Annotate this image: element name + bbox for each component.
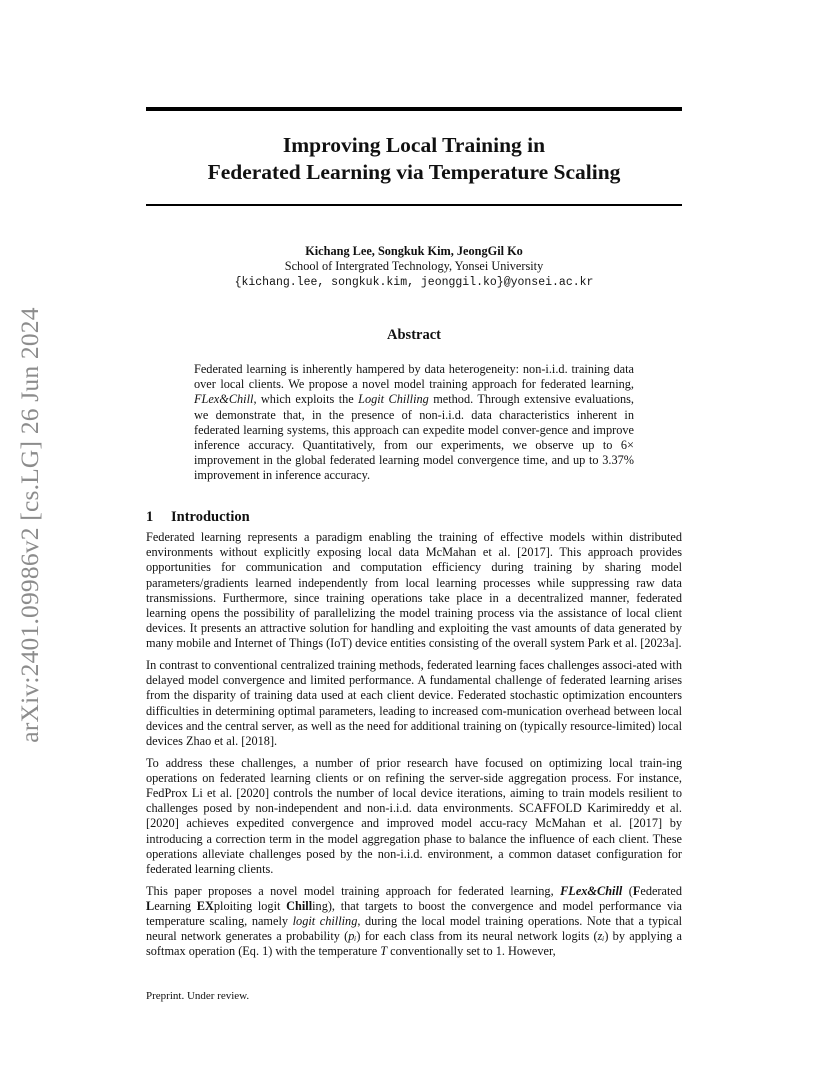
author-affiliation: School of Intergrated Technology, Yonsei University xyxy=(284,259,544,274)
title-rule-bottom xyxy=(146,204,682,206)
p4-text-d: earning xyxy=(154,898,197,913)
p4-acronym-ex: EX xyxy=(196,898,214,913)
abstract-heading: Abstract xyxy=(387,327,441,343)
abstract-logit-chilling: Logit Chilling xyxy=(358,392,429,407)
author-block xyxy=(146,244,682,290)
p4-acronym-chill: Chill xyxy=(286,898,313,913)
author-names: Kichang Lee, Songkuk Kim, JeongGil Ko xyxy=(305,244,523,258)
p4-text-c: ederated xyxy=(640,883,682,898)
p4-text-i: ) for each class from its neural network logits ( xyxy=(356,929,598,944)
p4-text-b: ( xyxy=(622,883,633,898)
arxiv-identifier-stamp xyxy=(10,290,50,760)
title-rule-top xyxy=(146,107,682,111)
p4-acronym-f: F xyxy=(632,883,641,898)
intro-paragraph-2: In contrast to conventional centralized training methods, federated learning faces challenges associ-ated with delayed model convergence and limited performance. A fundamental challenge of federated learning arises from the disparity of training data used at each client device. Federated stochastic optimization encounters difficulties in determining optimal parameters, leading to increased com-munication overhead between local devices and the central server, as well as the need for additional training on (typically resource-limited) local devices Zhao et al. [2018]. xyxy=(146,658,682,749)
p4-text-k: conventionally set to 1. However, xyxy=(387,944,556,959)
p4-logit-chilling: logit chilling xyxy=(292,914,358,929)
p4-text-a: This paper proposes a novel model training approach for federated learning, xyxy=(146,883,561,898)
intro-paragraph-4 xyxy=(146,884,682,960)
abstract-body xyxy=(194,362,634,484)
abstract-text-3: method. Through extensive evaluations, we demonstrate that, in the presence of non-i.i.d. data characteristics inherent in federated learning systems, this approach can expedite model conver-gence and improve inference accuracy. Quantitatively, from our experiments, we observe up to 6× improvement in the global federated learning model convergence time, and up to 3.37% improvement in inference accuracy. xyxy=(194,392,635,483)
abstract-text-1: Federated learning is inherently hampered by data heterogeneity: non-i.i.d. training data over local clients. We propose a novel model training approach for federated learning, xyxy=(194,362,634,392)
abstract-method-name: FLex&Chill xyxy=(194,392,254,407)
p4-text-j: ) by applying a softmax operation (Eq. 1) with the temperature xyxy=(146,929,682,959)
introduction-body xyxy=(146,530,682,966)
p4-text-g: ing), that targets to boost the convergence and model performance via temperature scaling, namely xyxy=(146,898,682,929)
p4-acronym-l: L xyxy=(146,898,155,913)
intro-paragraph-1: Federated learning represents a paradigm enabling the training of effective models within distributed environments without explicitly exposing local data McMahan et al. [2017]. This approach provides opportunities for communication and computation efficiency during training by sharing model parameters/gradients learned independently from local learning processes while suppressing raw data transmissions. Furthermore, since training operations take place in a decentralized manner, federated learning opens the possibility of parallelizing the model training process via the assistance of local client devices. It presents an attractive solution for handling and exploiting the vast amounts of data generated by many mobile and Internet of Things (IoT) device entities consisting of the overall system Park et al. [2023a]. xyxy=(146,530,682,651)
section-number: 1 xyxy=(146,509,154,525)
section-heading-introduction xyxy=(146,509,250,526)
p4-text-h: , during the local model training operations. Note that a typical neural network generates a probability ( xyxy=(146,914,682,944)
p4-text-e: ploiting logit xyxy=(213,898,287,913)
abstract-text-2: , which exploits the xyxy=(253,392,359,407)
title-line-1: Improving Local Training in xyxy=(282,133,546,157)
author-email: {kichang.lee, songkuk.kim, jeonggil.ko}@yonsei.ac.kr xyxy=(234,275,594,289)
paper-title xyxy=(146,132,682,186)
p4-math-t: T xyxy=(380,944,388,959)
p4-method-name: FLex&Chill xyxy=(560,883,623,898)
footer-note: Preprint. Under review. xyxy=(146,990,250,1002)
arxiv-stamp-text: arXiv:2401.09986v2 [cs.LG] 26 Jun 2024 xyxy=(15,307,44,743)
intro-paragraph-3: To address these challenges, a number of prior research have focused on optimizing local train-ing operations on federated learning clients or on refining the server-side aggregation process. For instance, FedProx Li et al. [2020] controls the number of local device iterations, aiming to train models resilient to challenges posed by non-independent and non-i.i.d. data environments. SCAFFOLD Karimireddy et al. [2020] achieves expedited convergence and improved model accu-racy McMahan et al. [2017] by introducing a correction term in the model aggregation phase to balance the influence of each client. These operations alleviate challenges posed by the non-i.i.d. environment, a common dataset configuration for federated learning clients. xyxy=(146,755,682,877)
p4-math-zi: zᵢ xyxy=(597,929,605,944)
p4-math-pi: pᵢ xyxy=(348,929,357,944)
section-title: Introduction xyxy=(171,509,250,525)
title-line-2: Federated Learning via Temperature Scaling xyxy=(207,160,621,184)
